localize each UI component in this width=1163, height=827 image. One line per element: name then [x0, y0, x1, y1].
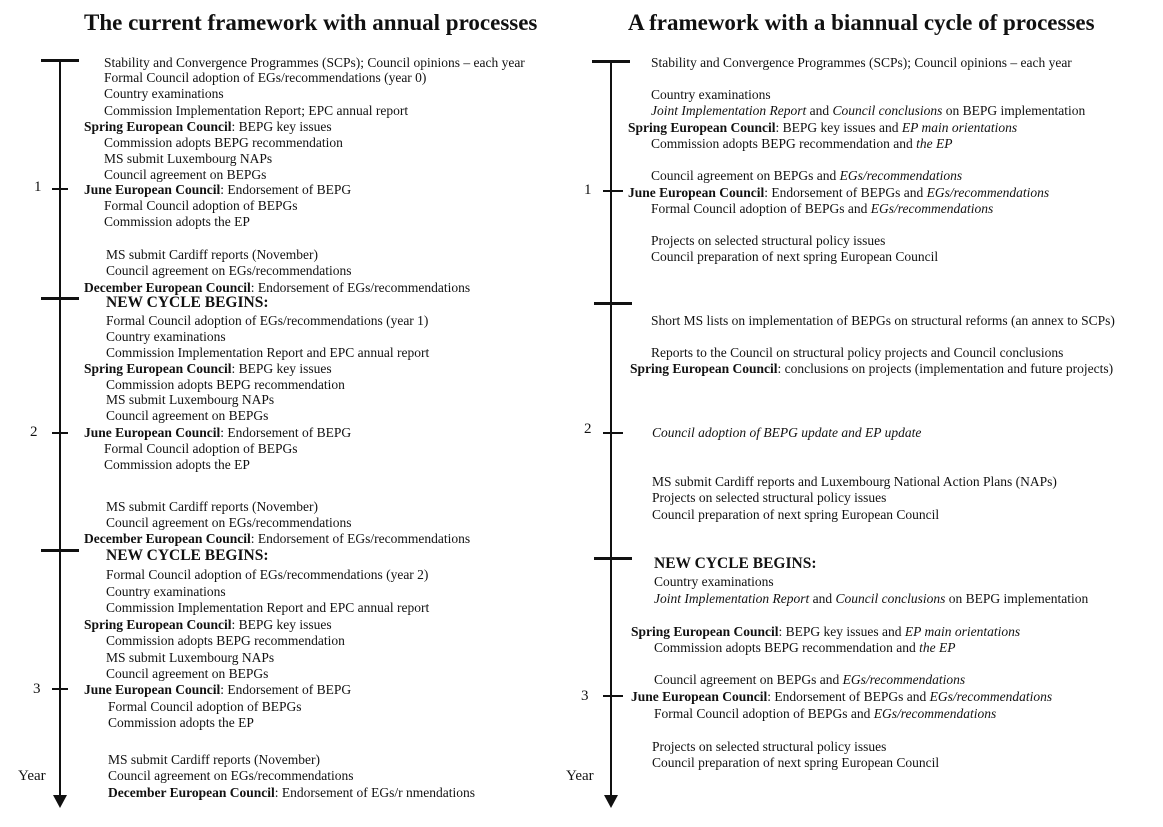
left-event-text: Spring European Council: [84, 361, 232, 376]
right-event-text: and: [806, 103, 833, 118]
right-event-text: : Endorsement of BEPGs and: [767, 689, 930, 704]
left-event-line: [108, 699, 302, 715]
left-event-text: December European Council: [84, 531, 251, 546]
left-event-line: [108, 752, 320, 768]
right-event-text: Council preparation of next spring European Council: [651, 249, 939, 264]
right-event-text: on BEPG implementation: [942, 103, 1086, 118]
right-year-tick-label: 2: [584, 421, 592, 437]
left-event-line: [104, 135, 343, 151]
left-event-line: [106, 499, 318, 515]
left-event-line: [84, 119, 332, 135]
left-event-text: Spring European Council: [84, 119, 232, 134]
left-event-line: [104, 151, 272, 167]
right-event-text: Reports to the Council on structural policy projects and Council conclusions: [651, 345, 1064, 360]
left-event-text: Country examinations: [106, 329, 226, 344]
right-event-text: Commission adopts BEPG recommendation and: [651, 136, 917, 151]
right-event-text: Projects on selected structural policy issues: [651, 233, 886, 248]
left-event-text: Formal Council adoption of EGs/recommendations (year 2): [106, 567, 429, 582]
right-event-text: Joint Implementation Report: [654, 591, 810, 606]
right-event-text: Projects on selected structural policy issues: [652, 490, 887, 505]
right-event-text: Council conclusions: [832, 103, 943, 118]
right-year-tick: [603, 695, 623, 697]
right-event-text: EGs/recommendations: [926, 185, 1050, 200]
right-event-text: Spring European Council: [628, 120, 776, 135]
right-event-text: Projects on selected structural policy issues: [652, 739, 887, 754]
right-event-text: : conclusions on projects (implementation and future projects): [777, 361, 1114, 376]
right-cycle-start-marker: [594, 302, 632, 305]
right-timeline-axis: [610, 60, 612, 798]
left-event-line: [106, 247, 318, 263]
left-event-line: [104, 103, 408, 119]
left-event-line: [106, 295, 269, 311]
left-event-line: [84, 361, 332, 377]
left-event-text: Formal Council adoption of EGs/recommendations (year 0): [104, 70, 427, 85]
left-axis-label: Year: [18, 768, 46, 784]
right-event-line: [628, 120, 1017, 136]
left-event-text: Commission adopts the EP: [104, 457, 250, 472]
right-event-text: NEW CYCLE BEGINS:: [654, 555, 817, 572]
left-event-text: Commission adopts the EP: [108, 715, 254, 730]
right-event-line: [652, 425, 921, 441]
right-event-text: EGs/recommendations: [839, 168, 963, 183]
right-event-line: [630, 361, 1113, 377]
left-year-tick: [52, 688, 68, 690]
left-event-line: [104, 441, 298, 457]
left-event-text: NEW CYCLE BEGINS:: [106, 547, 269, 564]
right-event-line: [631, 689, 1052, 705]
right-event-line: [652, 490, 886, 506]
left-event-line: [106, 515, 352, 531]
right-event-text: Stability and Convergence Programmes (SCPs); Council opinions – each year: [651, 55, 1072, 70]
left-event-line: [106, 377, 345, 393]
right-event-line: [651, 201, 993, 217]
left-event-text: June European Council: [84, 182, 221, 197]
right-event-line: [628, 185, 1049, 201]
right-event-text: Country examinations: [654, 574, 774, 589]
right-event-text: Council preparation of next spring European Council: [652, 507, 940, 522]
left-event-line: [104, 86, 224, 102]
left-event-text: December European Council: [108, 785, 275, 800]
right-event-text: : BEPG key issues and: [778, 624, 905, 639]
left-title: The current framework with annual processes: [84, 10, 538, 35]
left-event-text: : Endorsement of EGs/recommendations: [250, 531, 471, 546]
left-event-line: [104, 55, 525, 71]
left-event-text: Commission Implementation Report and EPC annual report: [106, 345, 430, 360]
right-event-text: the EP: [916, 136, 953, 151]
left-timeline-arrowhead: [53, 795, 67, 808]
left-event-text: Formal Council adoption of BEPGs: [104, 441, 298, 456]
left-event-text: Council agreement on BEPGs: [106, 666, 269, 681]
left-event-text: Country examinations: [106, 584, 226, 599]
right-event-text: MS submit Cardiff reports and Luxembourg National Action Plans (NAPs): [652, 474, 1057, 489]
right-timeline-arrowhead: [604, 795, 618, 808]
left-event-line: [106, 392, 274, 408]
right-year-tick-label: 3: [581, 688, 589, 704]
right-event-text: and: [809, 591, 836, 606]
left-event-text: Commission adopts BEPG recommendation: [106, 377, 345, 392]
right-event-line: [652, 739, 886, 755]
right-event-line: [654, 706, 996, 722]
left-event-text: : Endorsement of BEPG: [220, 182, 352, 197]
left-event-text: : Endorsement of BEPG: [220, 682, 352, 697]
right-event-text: EGs/recommendations: [870, 201, 994, 216]
right-event-text: Council conclusions: [835, 591, 946, 606]
left-event-text: : BEPG key issues: [231, 617, 332, 632]
left-event-text: Commission adopts BEPG recommendation: [106, 633, 345, 648]
left-event-line: [84, 425, 351, 441]
left-year-tick-label: 2: [30, 424, 38, 440]
right-event-text: June European Council: [631, 689, 768, 704]
right-event-text: on BEPG implementation: [945, 591, 1089, 606]
right-year-tick: [603, 432, 623, 434]
left-cycle-start-marker: [41, 297, 79, 300]
right-event-line: [651, 103, 1085, 119]
right-event-text: Commission adopts BEPG recommendation and: [654, 640, 920, 655]
right-event-line: [654, 574, 774, 590]
left-event-line: [106, 548, 269, 564]
left-event-line: [104, 70, 426, 86]
left-event-line: [106, 567, 428, 583]
right-event-text: June European Council: [628, 185, 765, 200]
right-title: A framework with a biannual cycle of processes: [628, 10, 1095, 35]
left-event-line: [84, 182, 351, 198]
right-year-tick-label: 1: [584, 182, 592, 198]
left-event-text: Commission adopts the EP: [104, 214, 250, 229]
right-event-text: Council agreement on BEPGs and: [651, 168, 840, 183]
left-event-line: [106, 408, 268, 424]
right-event-text: Country examinations: [651, 87, 771, 102]
right-event-line: [652, 755, 939, 771]
left-event-line: [108, 785, 475, 801]
left-event-text: Stability and Convergence Programmes (SCPs); Council opinions – each year: [104, 55, 525, 70]
left-event-text: : Endorsement of BEPG: [220, 425, 352, 440]
left-event-text: NEW CYCLE BEGINS:: [106, 294, 269, 311]
left-event-text: Council agreement on EGs/recommendations: [106, 263, 352, 278]
left-event-line: [106, 313, 428, 329]
left-event-text: : BEPG key issues: [231, 119, 332, 134]
left-event-line: [104, 457, 250, 473]
left-event-text: December European Council: [84, 280, 251, 295]
right-event-line: [651, 55, 1072, 71]
right-event-line: [654, 591, 1088, 607]
left-year-tick-label: 3: [33, 681, 41, 697]
right-year-tick: [603, 190, 623, 192]
right-event-text: : BEPG key issues and: [775, 120, 902, 135]
left-year-tick: [52, 432, 68, 434]
right-event-line: [654, 672, 965, 688]
right-event-line: [652, 474, 1057, 490]
left-event-line: [106, 329, 226, 345]
left-year-tick-label: 1: [34, 179, 42, 195]
right-event-line: [631, 624, 1020, 640]
right-axis-label: Year: [566, 768, 594, 784]
right-event-text: EGs/recommendations: [929, 689, 1053, 704]
left-event-text: June European Council: [84, 425, 221, 440]
left-event-text: Council agreement on BEPGs: [104, 167, 267, 182]
left-event-text: MS submit Luxembourg NAPs: [106, 650, 275, 665]
left-event-text: June European Council: [84, 682, 221, 697]
right-event-text: EGs/recommendations: [842, 672, 966, 687]
right-event-text: the EP: [919, 640, 956, 655]
left-event-text: : BEPG key issues: [231, 361, 332, 376]
right-event-text: Short MS lists on implementation of BEPGs on structural reforms (an annex to SCPs): [651, 313, 1115, 328]
left-event-text: MS submit Cardiff reports (November): [106, 247, 318, 262]
right-event-text: Spring European Council: [630, 361, 778, 376]
right-event-line: [654, 640, 955, 656]
right-event-text: EP main orientations: [904, 624, 1021, 639]
left-event-text: MS submit Luxembourg NAPs: [104, 151, 273, 166]
left-event-line: [84, 682, 351, 698]
right-event-line: [651, 136, 952, 152]
right-event-text: Council agreement on BEPGs and: [654, 672, 843, 687]
left-cycle-start-marker: [41, 549, 79, 552]
right-cycle-start-marker: [592, 60, 630, 63]
left-event-text: : Endorsement of EGs/r nmendations: [274, 785, 475, 800]
left-event-text: MS submit Cardiff reports (November): [108, 752, 320, 767]
left-event-line: [106, 345, 429, 361]
right-event-line: [651, 233, 885, 249]
right-event-text: Spring European Council: [631, 624, 779, 639]
right-event-line: [651, 168, 962, 184]
left-event-line: [106, 263, 352, 279]
right-event-text: Joint Implementation Report: [651, 103, 807, 118]
left-event-line: [106, 584, 226, 600]
right-event-line: [651, 249, 938, 265]
right-event-line: [652, 507, 939, 523]
left-event-line: [104, 167, 266, 183]
left-event-text: Formal Council adoption of EGs/recommendations (year 1): [106, 313, 429, 328]
left-event-text: : Endorsement of EGs/recommendations: [250, 280, 471, 295]
left-event-text: Formal Council adoption of BEPGs: [104, 198, 298, 213]
right-event-text: : Endorsement of BEPGs and: [764, 185, 927, 200]
right-cycle-start-marker: [594, 557, 632, 560]
left-event-text: Council agreement on BEPGs: [106, 408, 269, 423]
left-event-line: [106, 650, 274, 666]
left-event-line: [104, 198, 298, 214]
left-event-text: Commission Implementation Report; EPC annual report: [104, 103, 409, 118]
right-event-line: [651, 87, 771, 103]
left-event-text: Country examinations: [104, 86, 224, 101]
left-event-line: [84, 617, 332, 633]
left-cycle-start-marker: [41, 59, 79, 62]
left-event-text: Council agreement on EGs/recommendations: [108, 768, 354, 783]
right-event-text: Council adoption of BEPG update and EP update: [652, 425, 922, 440]
right-event-line: [654, 556, 817, 572]
right-event-text: Formal Council adoption of BEPGs and: [651, 201, 871, 216]
right-event-text: Council preparation of next spring European Council: [652, 755, 940, 770]
left-event-line: [106, 666, 268, 682]
left-event-text: Formal Council adoption of BEPGs: [108, 699, 302, 714]
left-event-line: [84, 531, 470, 547]
left-year-tick: [52, 188, 68, 190]
left-event-line: [106, 633, 345, 649]
right-event-text: EGs/recommendations: [873, 706, 997, 721]
left-event-text: MS submit Cardiff reports (November): [106, 499, 318, 514]
left-event-line: [108, 715, 254, 731]
left-event-line: [106, 600, 429, 616]
left-event-text: MS submit Luxembourg NAPs: [106, 392, 275, 407]
right-event-line: [651, 345, 1063, 361]
left-event-line: [104, 214, 250, 230]
right-event-line: [651, 313, 1115, 329]
left-event-text: Council agreement on EGs/recommendations: [106, 515, 352, 530]
left-event-text: Commission adopts BEPG recommendation: [104, 135, 343, 150]
left-event-text: Commission Implementation Report and EPC annual report: [106, 600, 430, 615]
right-event-text: Formal Council adoption of BEPGs and: [654, 706, 874, 721]
right-event-text: EP main orientations: [901, 120, 1018, 135]
left-event-text: Spring European Council: [84, 617, 232, 632]
left-event-line: [108, 768, 354, 784]
